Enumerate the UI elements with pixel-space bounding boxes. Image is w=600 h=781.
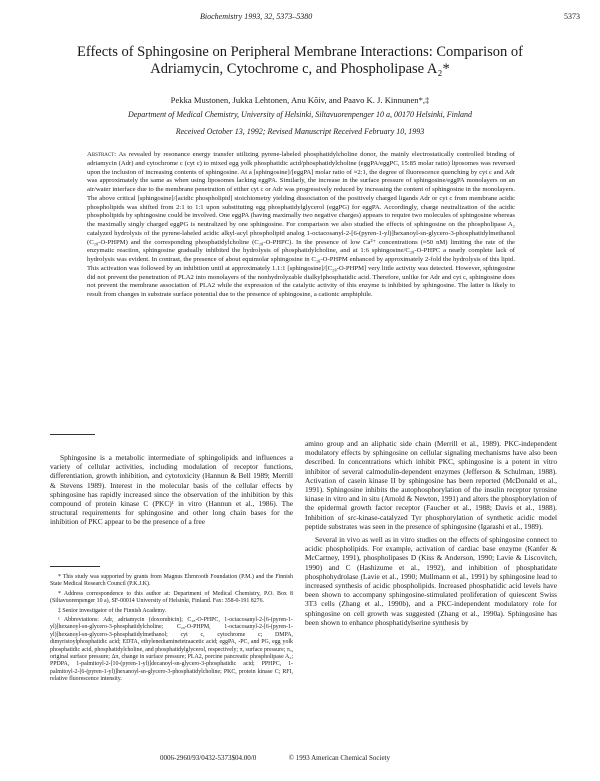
abstract [87, 151, 515, 300]
page-number: 5373 [564, 12, 580, 21]
footnote-abbreviations: ¹ Abbreviations: Adr, adriamycin (doxorubicin); C₂₈-O-PHPC, 1-octacosanyl-2-[6-(pyren-1-yl)]hexanoyl-sn-glycero-3-phosphatidylcholine; C₂₈-O-PHPM, 1-octacosanyl-2-[6-(pyren-1-yl)]hexanoyl-sn-glycero-3-phosphatidylmethanol; cyt c, cytochrome c; DMPA, dimyristoylphosphatidic acid; EDTA, ethylenediaminetetraacetic acid; eggPA, -PC, and PG, egg yolk phosphatidic acid, phosphatidylcholine, and phosphatidylglycerol, respectively; π, surface pressure; πₒ, original surface pressure; Δπ, change in surface pressure; PLA2, porcine pancreatic phospholipase A₂; PPDPA, 1-palmitoyl-2-[10-(pyren-1-yl)]decanoyl-sn-glycero-3-phosphatidic acid; PPHPC, 1-palmitoyl-2-[6-(pyren-1-yl)]hexanoyl-sn-glycero-3-phosphatidylcholine; PKC, protein kinase C; RFI, relative fluorescence intensity. [50, 617, 293, 683]
author-list: Pekka Mustonen, Jukka Lehtonen, Anu Kõiv, and Paavo K. J. Kinnunen*,‡ [170, 95, 430, 105]
body-paragraph: Several in vivo as well as in vitro studies on the effects of sphingosine connect to acidic phospholipids. For example, activation of cardiac base enzyme (Kanfer & McCartney, 1991), phospholipases D (Kiss & Anderson, 1990; Lavie & Liscovitch, 1990) and C (Hashizume et al., 1992), and inhibition of phosphatidate phosphohydrolase (Lavie et al., 1990; Mullmann et al., 1991) by sphingosine lead to increased synthesis of acidic phospholipids. Increased phosphatidic acid levels have been shown to accompany sphingosine-stimulated proliferation of quiescent Swiss 3T3 cells (Zhang et al., 1990b), and a PKC-independent modulatory role for sphingosine on cell growth was suggested (Zhang et al., 1990a). Sphingosine has been shown to enhance phosphatidylserine synthesis by [305, 535, 557, 627]
affiliation: Department of Medical Chemistry, University of Helsinki, Siltavuorenpenger 10 a, 00170 Helsinki, Finland [127, 110, 473, 119]
footnote-divider [50, 566, 100, 567]
footnote-senior: ‡ Senior investigator of the Finnish Academy. [58, 607, 167, 614]
left-column [50, 453, 293, 527]
article-title [40, 44, 560, 78]
body-paragraph: amino group and an aliphatic side chain (Merrill et al., 1989). PKC-independent modulatory effects by sphingosine on cellular signaling mechanisms have also been described. In concentrations which inhibit PKC, sphingosine is a potent in vitro inhibitor of several calmodulin-dependent enzymes (Jefferson & Schulman, 1988). Activation of casein kinase II by sphingosine has been reported (McDonald et al., 1991). Sphingosine inhibits the autophosphorylation of the insulin receptor tyrosine kinase in vitro and in situ (Arnold & Newton, 1991) and alters the phosphorylation of the epidermal growth factor receptor (Faucher et al., 1988; Davis et al., 1988). Inhibition of src-kinase-catalyzed Tyr phosphorylation of synthetic acidic model peptide substrates was seen in the presence of sphingosine (Igarashi et al., 1989). [305, 439, 557, 531]
running-header [200, 12, 580, 26]
body-paragraph: Sphingosine is a metabolic intermediate of sphingolipids and influences a variety of cellular activities, including modulation of receptor functions, differentiation, growth inhibition, and cytotoxicity (Hannun & Bell 1989; Merrill & Stevens 1989). Interest in the molecular basis of the cellular effects by sphingosine has rapidly increased since the observation of the inhibition by this compound of protein kinase C (PKC)¹ in vitro (Hannun et al., 1986). The structural requirements for sphingosine and other long chain bases for the inhibition of PKC appear to be the presence of a free [50, 453, 293, 527]
title-line-1: Effects of Sphingosine on Peripheral Membrane Interactions: Comparison of [77, 44, 523, 60]
footnote-funding: * This study was supported by grants from Magnus Ehrnrooth Foundation (P.M.) and the Finnish State Medical Research Council (P.K.J.K). [50, 574, 293, 588]
article-code: 0006-2960/93/0432-5373$04.00/0 [160, 754, 257, 762]
journal-reference: Biochemistry 1993, 32, 5373–5380 [200, 12, 313, 21]
footnote-correspondence: * Address correspondence to this author at: Department of Medical Chemistry, P.O. Box 8 (Siltavuorenpenger 10 a), SF-00014 University of Helsinki, Finland. Fax: 358-0-191 8276. [50, 590, 293, 605]
copyright: © 1993 American Chemical Society [288, 754, 390, 762]
right-column [305, 439, 557, 627]
title-line-2: Adriamycin, Cytochrome c, and Phospholipase A₂* [150, 61, 450, 77]
abstract-text: As revealed by resonance energy transfer utilizing pyrene-labeled phosphatidylcholine donor, the mainly electrostatically controlled binding of adriamycin (Adr) and cytochrome c (cyt c) to mixed egg yolk phosphatidic acid/phosphatidylcholine (eggPA/eggPC, 15:85 molar ratio) liposomes was reversed upon the inclusion of increasing contents of sphingosine. At a [sphingosine]/[eggPA] molar ratio of ≈2:1, the degree of fluorescence quenching by cyt c and Adr was approximately the same as when using liposomes lacking eggPA. Similarly, the increase in the surface pressure of sphingosine/eggPA monolayers on an air/water interface due to the membrane penetration of either cyt c or Adr was progressively reduced by increasing the content of sphingosine in the monolayers. The above critical [sphingosine]/[acidic phospholipid] stoichiometry yielding dissociation of the positively charged ligands Adr or cyt c from membrane acidic phospholipids was shifted from 2:1 to 1:1 upon substituting egg phosphatidylglycerol (eggPG) for eggPA. Accordingly, charge neutralization of the acidic phospholipids by sphingosine could be involved. One eggPA (having maximally two negative charges) appears to require two molecules of sphingosine whereas the maximally singly charged eggPG is neutralized by one sphingosine. For comparison we also studied the effects of sphingosine on the phospholipase A₂ catalyzed hydrolysis of the pyrene-labeled acidic alkyl-acyl phospholipid analog 1-octacosanyl-2-[6-(pyren-1-yl)]hexanoyl-sn-glycero-3-phosphatidylmethanol (C₂₈-O-PHPM) and the corresponding phosphatidylcholine (C₂₈-O-PHPC). In the presence of low Ca²⁺ concentrations (≈50 nM) limiting the rate of the enzymatic reaction, sphingosine gradually inhibited the hydrolysis of phosphatidylcholine, and at 1:6 sphingosine/C₂₈-O-PHPC a nearly complete lack of hydrolysis was evident. In contrast, the presence of about equimolar sphingosine in C₂₈-O-PHPM enhanced by approximately 2-fold the hydrolysis of this lipid. This activation was followed by an inhibition until at approximately 1.1:1 [sphingosine]/[C₂₈-O-PHPM] very little activity was detected. However, sphingosine did not prevent the penetration of PLA2 into monolayers of the nonhydrolyzable dialkylphosphatidic acid. Therefore, unlike for Adr and cyt c, sphingosine does not prevent the membrane association of PLA2 while the expression of the catalytic activity of this enzyme is inhibited by sphingosine. The latter is likely to result from changes in substrate surface potential due to the presence of sphingosine, a cationic amphiphile. [87, 151, 515, 298]
abstract-label: Abstract: [87, 151, 117, 158]
footnotes [50, 574, 293, 686]
section-divider [50, 434, 95, 435]
received-dates: Received October 13, 1992; Revised Manuscript Received February 10, 1993 [175, 127, 425, 136]
